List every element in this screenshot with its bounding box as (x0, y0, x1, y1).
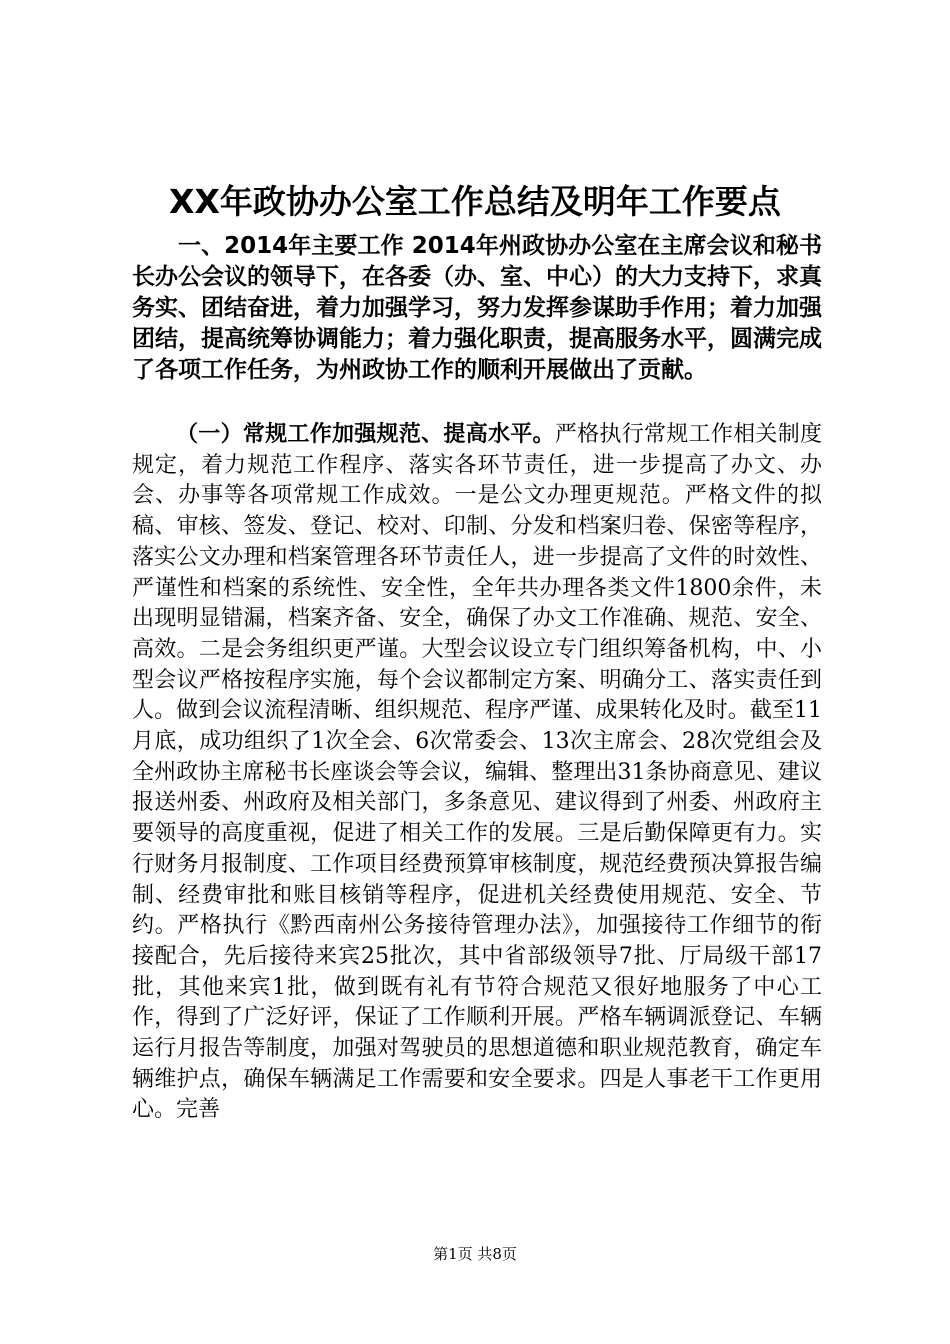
page-number-footer: 第1页 共8页 (433, 1245, 517, 1263)
section-paragraph (132, 420, 822, 1126)
document-title: XX年政协办公室工作总结及明年工作要点 (169, 182, 781, 221)
section-heading: （一）常规工作加强规范、提高水平。 (176, 422, 555, 447)
section-body: 严格执行常规工作相关制度规定，着力规范工作程序、落实各环节责任，进一步提高了办文、办会、办事等各项常规工作成效。一是公文办理更规范。严格文件的拟稿、审核、签发、登记、校对、印制、分发和档案归卷、保密等程序，落实公文办理和档案管理各环节责任人，进一步提高了文件的时效性、严谨性和档案的系统性、安全性，全年共办理各类文件1800余件，未出现明显错漏，档案齐备、安全，确保了办文工作准确、规范、安全、高效。二是会务组织更严谨。大型会议设立专门组织筹备机构，中、小型会议严格按程序实施，每个会议都制定方案、明确分工、落实责任到人。做到会议流程清晰、组织规范、程序严谨、成果转化及时。截至11月底，成功组织了1次全会、6次常委会、13次主席会、28次党组会及全州政协主席秘书长座谈会等会议，编辑、整理出31条协商意见、建议报送州委、州政府及相关部门，多条意见、建议得到了州委、州政府主要领导的高度重视，促进了相关工作的发展。三是后勤保障更有力。实行财务月报制度、工作项目经费预算审核制度，规范经费预决算报告编制、经费审批和账目核销等程序，促进机关经费使用规范、安全、节约。严格执行《黔西南州公务接待管理办法》，加强接待工作细节的衔接配合，先后接待来宾25批次，其中省部级领导7批、厅局级干部17批，其他来宾1批，做到既有礼有节符合规范又很好地服务了中心工作，得到了广泛好评，保证了工作顺利开展。严格车辆调派登记、车辆运行月报告等制度，加强对驾驶员的思想道德和职业规范教育，确定车辆维护点，确保车辆满足工作需要和安全要求。四是人事老干工作更用心。完善 (132, 422, 822, 1123)
intro-paragraph: 一、2014年主要工作 2014年州政协办公室在主席会议和秘书长办公会议的领导下，在各委（办、室、中心）的大力支持下，求真务实、团结奋进，着力加强学习，努力发挥参谋助手作用；着力加强团结，提高统筹协调能力；着力强化职责，提高服务水平，圆满完成了各项工作任务，为州政协工作的顺利开展做出了贡献。 (132, 233, 822, 383)
